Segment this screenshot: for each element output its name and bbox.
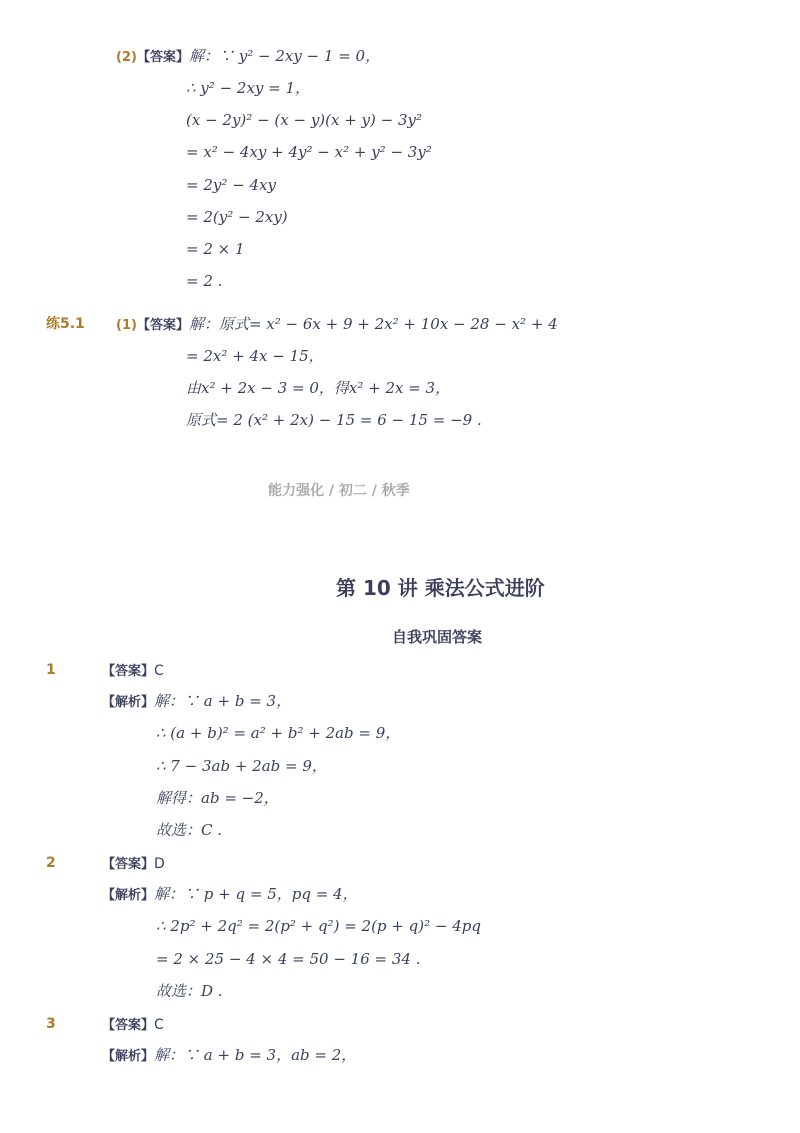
question-number: 3	[46, 1016, 56, 1032]
analysis-line-4: 解得：ab = −2，	[156, 789, 279, 807]
part2-line-3: (x − 2y)² − (x − y)(x + y) − 3y²	[186, 111, 423, 129]
answer-value: C	[154, 663, 164, 679]
analysis-line-1: 解：∵ a + b = 3，ab = 2，	[154, 1046, 357, 1064]
exercise-number: (1)	[116, 318, 137, 333]
analysis-line-3: ∴ 7 − 3ab + 2ab = 9，	[156, 757, 327, 775]
part2-header	[116, 46, 380, 68]
question-answer	[102, 660, 164, 682]
question-analysis	[102, 1045, 356, 1067]
part2-line-7: = 2 × 1	[186, 240, 245, 258]
section-subtitle: 自我巩固答案	[392, 628, 483, 646]
question-analysis	[102, 884, 358, 906]
exercise-line-2: = 2x² + 4x − 15，	[186, 347, 324, 365]
part2-line-8: = 2 .	[186, 272, 223, 290]
answer-tag: 【答案】	[136, 318, 189, 333]
question-number: 2	[46, 855, 56, 871]
answer-tag: 【答案】	[102, 1018, 155, 1033]
answer-value: C	[154, 1017, 164, 1033]
analysis-tag: 【解析】	[102, 1049, 155, 1064]
analysis-line-4: 故选：D .	[156, 982, 223, 1000]
analysis-line-2: ∴ (a + b)² = a² + b² + 2ab = 9，	[156, 724, 401, 742]
analysis-line-5: 故选：C .	[156, 821, 223, 839]
part2-line-2: ∴ y² − 2xy = 1，	[186, 79, 311, 97]
analysis-line-3: = 2 × 25 − 4 × 4 = 50 − 16 = 34 .	[156, 950, 421, 968]
analysis-tag: 【解析】	[102, 695, 155, 710]
analysis-line-2: ∴ 2p² + 2q² = 2(p² + q²) = 2(p + q)² − 4pq	[156, 917, 481, 935]
answer-tag: 【答案】	[102, 664, 155, 679]
answer-tag: 【答案】	[136, 50, 189, 65]
exercise-line-3: 由x² + 2x − 3 = 0，得x² + 2x = 3，	[186, 379, 451, 397]
part2-line-6: = 2(y² − 2xy)	[186, 208, 288, 226]
question-analysis	[102, 691, 291, 713]
analysis-line-1: 解：∵ p + q = 5，pq = 4，	[154, 885, 358, 903]
analysis-line-1: 解：∵ a + b = 3，	[154, 692, 292, 710]
question-answer	[102, 1014, 164, 1036]
question-number: 1	[46, 662, 56, 678]
part2-line-4: = x² − 4xy + 4y² − x² + y² − 3y²	[186, 143, 432, 161]
page-footer: 能力强化 / 初二 / 秋季	[268, 483, 410, 499]
answer-value: D	[154, 856, 165, 872]
part2-number: (2)	[116, 50, 137, 65]
part2-line-5: = 2y² − 4xy	[186, 176, 276, 194]
exercise-line-1: 解：原式= x² − 6x + 9 + 2x² + 10x − 28 − x² + 4	[188, 315, 558, 333]
answer-tag: 【答案】	[102, 857, 155, 872]
analysis-tag: 【解析】	[102, 888, 155, 903]
question-answer	[102, 853, 165, 875]
part2-line-1: 解：∵ y² − 2xy − 1 = 0，	[188, 47, 381, 65]
lecture-title: 第 10 讲 乘法公式进阶	[336, 576, 545, 600]
exercise-line-4: 原式= 2 (x² + 2x) − 15 = 6 − 15 = −9 .	[186, 411, 482, 429]
exercise-label: 练5.1	[46, 316, 85, 332]
exercise-header	[116, 314, 558, 336]
